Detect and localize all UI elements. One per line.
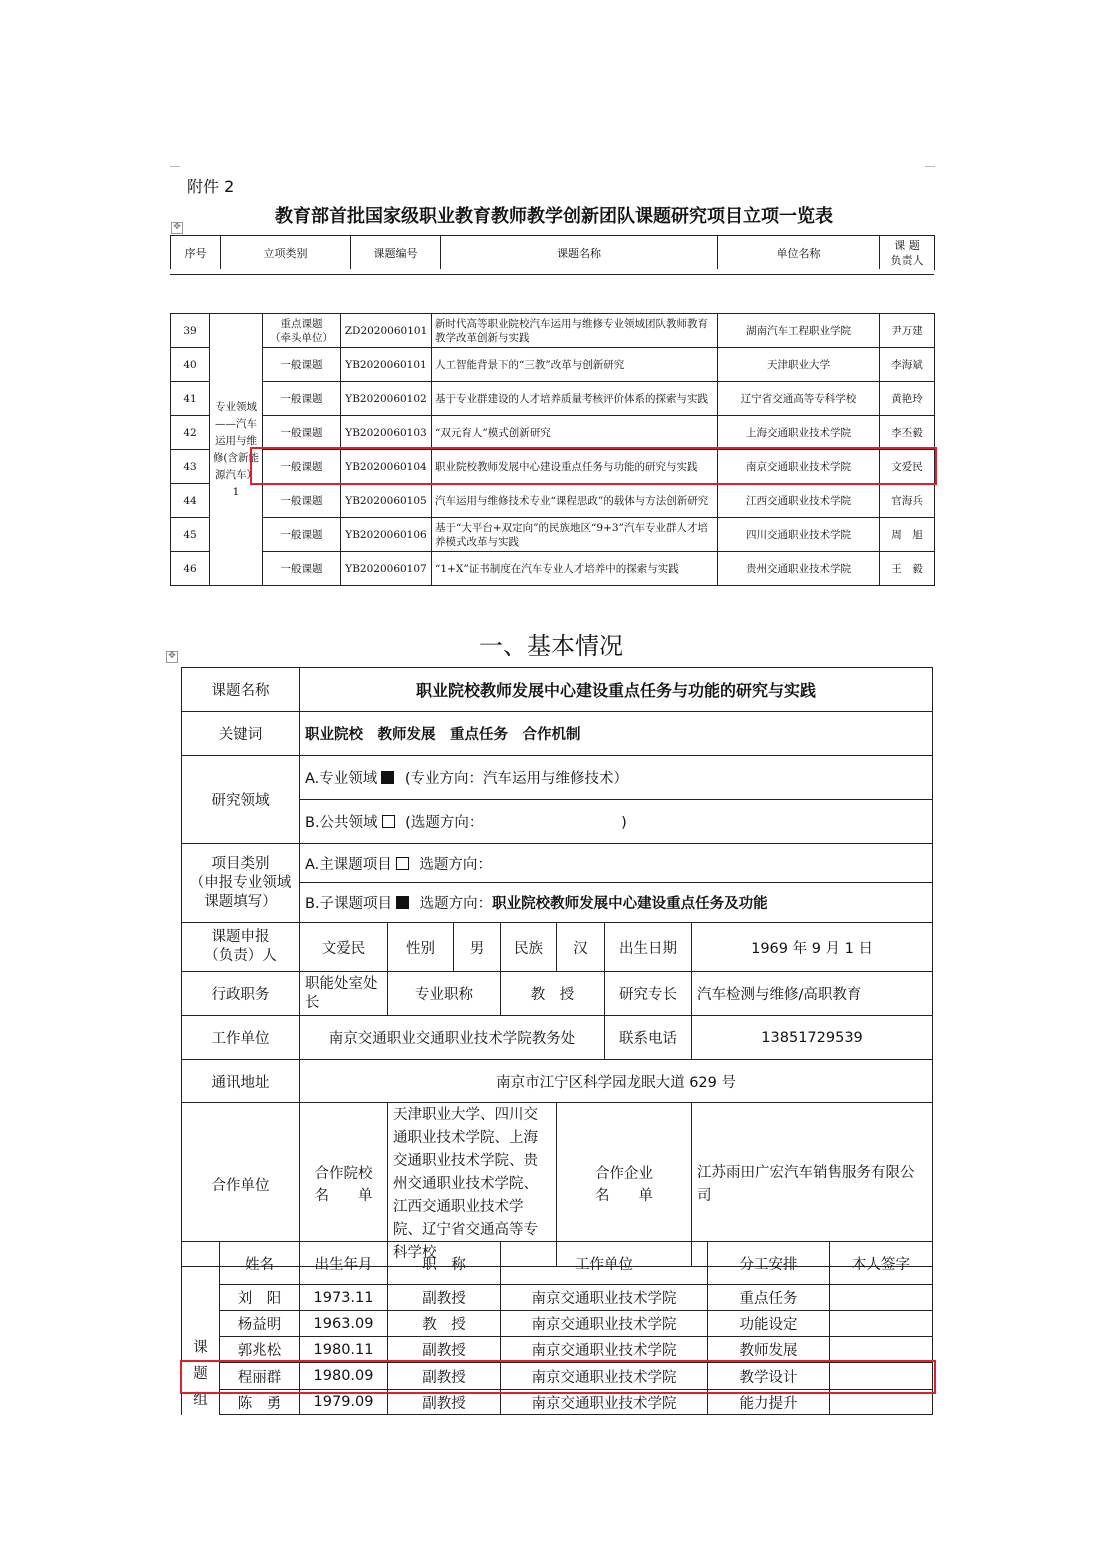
header-category: 立项类别 [221, 236, 351, 270]
checkbox-checked[interactable] [381, 771, 394, 784]
partner-company-value: 江苏雨田广宏汽车销售服务有限公司 [692, 1103, 933, 1267]
cropped-row-edge [170, 269, 934, 275]
table-row [171, 314, 935, 348]
row-code: YB2020060107 [341, 552, 432, 586]
admin-value: 职能处室处长 [300, 972, 388, 1016]
row-name: 基于“大平台+双定向”的民族地区“9+3”汽车专业群人才培养模式改革与实践 [432, 518, 718, 552]
header-no: 序号 [171, 236, 221, 270]
row-leader: 周 旭 [880, 518, 935, 552]
row-unit: 江西交通职业技术学院 [718, 484, 880, 518]
member-header-role: 分工安排 [708, 1242, 830, 1285]
row-no: 44 [171, 484, 210, 518]
row-leader: 黄艳玲 [880, 382, 935, 416]
address-label: 通讯地址 [182, 1060, 300, 1103]
row-no: 40 [171, 348, 210, 382]
row-category: 一般课题 [263, 416, 341, 450]
row-category: 一般课题 [263, 382, 341, 416]
list-title: 教育部首批国家级职业教育教师教学创新团队课题研究项目立项一览表 [275, 206, 833, 227]
member-name: 程丽群 [220, 1363, 300, 1390]
specialty-label: 研究专长 [605, 972, 692, 1016]
title-label: 专业职称 [388, 972, 501, 1016]
row-name: “双元育人”模式创新研究 [432, 416, 718, 450]
field-b-label: B.公共领域 [305, 815, 378, 831]
type-b-label: B.子课题项目 [305, 896, 393, 912]
keywords-label: 关键词 [182, 712, 300, 756]
header-code: 课题编号 [351, 236, 441, 270]
checkbox-checked[interactable] [396, 896, 409, 909]
row-name: 新时代高等职业院校汽车运用与维修专业领域团队教师教育教学改革创新与实践 [432, 314, 718, 348]
checkbox-unchecked[interactable] [382, 815, 395, 828]
row-category: 重点课题 （牵头单位） [263, 314, 341, 348]
member-name: 杨益明 [220, 1311, 300, 1337]
member-header-name: 姓名 [220, 1242, 300, 1285]
table-row [171, 416, 935, 450]
member-header-birth: 出生年月 [300, 1242, 388, 1285]
member-unit: 南京交通职业技术学院 [501, 1337, 708, 1363]
member-birth: 1973.11 [300, 1285, 388, 1311]
member-unit: 南京交通职业技术学院 [501, 1390, 708, 1415]
ethnic-value: 汉 [557, 923, 605, 972]
member-sign[interactable] [830, 1311, 933, 1337]
row-code: YB2020060103 [341, 416, 432, 450]
header-name: 课题名称 [441, 236, 718, 270]
member-birth: 1963.09 [300, 1311, 388, 1337]
highlight-box-project-43 [250, 447, 937, 485]
page-corner-mark [925, 166, 935, 167]
row-code: ZD2020060101 [341, 314, 432, 348]
gender-label: 性别 [388, 923, 454, 972]
row-category: 一般课题 [263, 348, 341, 382]
page-corner-mark [170, 166, 180, 167]
member-role: 教学设计 [708, 1363, 830, 1390]
row-name: 汽车运用与维修技术专业“课程思政”的载体与方法创新研究 [432, 484, 718, 518]
title-value: 教 授 [501, 972, 605, 1016]
row-no: 45 [171, 518, 210, 552]
table-row [182, 1337, 933, 1363]
section-title: 一、基本情况 [479, 632, 623, 660]
row-unit: 四川交通职业技术学院 [718, 518, 880, 552]
member-unit: 南京交通职业技术学院 [501, 1285, 708, 1311]
row-leader: 李海斌 [880, 348, 935, 382]
member-sign[interactable] [830, 1285, 933, 1311]
row-category: 一般课题 [263, 450, 341, 484]
row-unit: 辽宁省交通高等专科学校 [718, 382, 880, 416]
birth-label: 出生日期 [605, 923, 692, 972]
table-row [182, 1285, 933, 1311]
table-row [182, 1311, 933, 1337]
member-name: 陈 勇 [220, 1390, 300, 1415]
phone-value: 13851729539 [692, 1016, 933, 1060]
type-option-b [300, 883, 933, 923]
row-name: 职业院校教师发展中心建设重点任务与功能的研究与实践 [432, 450, 718, 484]
member-title: 副教授 [388, 1390, 501, 1415]
field-b-direction: (选题方向： ) [405, 815, 627, 831]
row-name: 人工智能背景下的“三教”改革与创新研究 [432, 348, 718, 382]
row-code: YB2020060106 [341, 518, 432, 552]
row-no: 41 [171, 382, 210, 416]
member-birth: 1980.09 [300, 1363, 388, 1390]
type-b-direction-label: 选题方向： [419, 896, 493, 912]
field-group-cell: 专业领域——汽车运用与维修(含新能源汽车）1 [210, 314, 263, 586]
project-list-header [170, 235, 935, 270]
row-leader: 尹万建 [880, 314, 935, 348]
row-unit: 上海交通职业技术学院 [718, 416, 880, 450]
table-move-handle-icon[interactable]: ✥ [166, 651, 178, 663]
row-leader: 李丕毅 [880, 416, 935, 450]
field-a-direction: (专业方向：汽车运用与维修技术） [404, 771, 629, 787]
header-leader: 课 题 负责人 [880, 236, 935, 270]
row-code: YB2020060102 [341, 382, 432, 416]
row-name: 基于专业群建设的人才培养质量考核评价体系的探索与实践 [432, 382, 718, 416]
row-code: YB2020060101 [341, 348, 432, 382]
member-sign[interactable] [830, 1337, 933, 1363]
checkbox-unchecked[interactable] [396, 857, 409, 870]
table-row [171, 484, 935, 518]
type-b-direction-value: 职业院校教师发展中心建设重点任务及功能 [492, 896, 768, 912]
member-header-title: 职 称 [388, 1242, 501, 1285]
type-a-label: A.主课题项目 [305, 856, 392, 873]
table-row [171, 382, 935, 416]
member-title: 副教授 [388, 1363, 501, 1390]
type-a-direction: 选题方向： [419, 856, 492, 873]
field-a-label: A.专业领域 [305, 771, 378, 787]
partner-label: 合作单位 [182, 1103, 300, 1267]
member-header-sign: 本人签字 [830, 1242, 933, 1285]
applicant-name: 文爱民 [300, 923, 388, 972]
row-unit: 天津职业大学 [718, 348, 880, 382]
member-title: 副教授 [388, 1337, 501, 1363]
partner-school-value: 天津职业大学、四川交通职业技术学院、上海交通职业技术学院、贵州交通职业技术学院、江西交通职业技术学院、辽宁省交通高等专科学校 [388, 1103, 557, 1267]
header-unit: 单位名称 [718, 236, 880, 270]
member-birth: 1979.09 [300, 1390, 388, 1415]
member-unit: 南京交通职业技术学院 [501, 1363, 708, 1390]
ethnic-label: 民族 [501, 923, 557, 972]
team-side-label: 课题组 [193, 1339, 208, 1408]
member-role: 能力提升 [708, 1390, 830, 1415]
table-row [171, 552, 935, 586]
row-leader: 官海兵 [880, 484, 935, 518]
admin-label: 行政职务 [182, 972, 300, 1016]
row-no: 42 [171, 416, 210, 450]
row-no: 43 [171, 450, 210, 484]
member-name: 郭兆松 [220, 1337, 300, 1363]
field-label: 研究领域 [182, 756, 300, 844]
row-no: 39 [171, 314, 210, 348]
partner-company-label: 合作企业 名 单 [557, 1103, 692, 1267]
member-name: 刘 阳 [220, 1285, 300, 1311]
member-title: 副教授 [388, 1285, 501, 1311]
row-no: 46 [171, 552, 210, 586]
row-code: YB2020060104 [341, 450, 432, 484]
attachment-label: 附件 2 [187, 177, 235, 196]
keywords-value: 职业院校 教师发展 重点任务 合作机制 [300, 712, 933, 756]
member-unit: 南京交通职业技术学院 [501, 1311, 708, 1337]
phone-label: 联系电话 [605, 1016, 692, 1060]
work-value: 南京交通职业交通职业技术学院教务处 [300, 1016, 605, 1060]
row-unit: 湖南汽车工程职业学院 [718, 314, 880, 348]
work-label: 工作单位 [182, 1016, 300, 1060]
row-unit: 南京交通职业技术学院 [718, 450, 880, 484]
field-option-b [300, 800, 933, 844]
highlight-box-member [180, 1360, 936, 1394]
member-role: 教师发展 [708, 1337, 830, 1363]
table-move-handle-icon[interactable]: ✥ [171, 222, 183, 234]
row-category: 一般课题 [263, 518, 341, 552]
topic-value: 职业院校教师发展中心建设重点任务与功能的研究与实践 [300, 668, 933, 712]
applicant-label: 课题申报 （负责）人 [182, 923, 300, 972]
row-leader: 王 毅 [880, 552, 935, 586]
row-unit: 贵州交通职业技术学院 [718, 552, 880, 586]
type-option-a [300, 844, 933, 883]
partner-school-label: 合作院校 名 单 [300, 1103, 388, 1267]
member-header-row [182, 1242, 933, 1285]
type-label: 项目类别 （申报专业领域课题填写） [182, 844, 300, 923]
row-category: 一般课题 [263, 484, 341, 518]
topic-label: 课题名称 [182, 668, 300, 712]
member-header-unit: 工作单位 [501, 1242, 708, 1285]
member-role: 功能设定 [708, 1311, 830, 1337]
row-leader: 文爱民 [880, 450, 935, 484]
address-value: 南京市江宁区科学园龙眠大道 629 号 [300, 1060, 933, 1103]
specialty-value: 汽车检测与维修/高职教育 [692, 972, 933, 1016]
birth-value: 1969 年 9 月 1 日 [692, 923, 933, 972]
row-code: YB2020060105 [341, 484, 432, 518]
row-name: “1+X”证书制度在汽车专业人才培养中的探索与实践 [432, 552, 718, 586]
basic-info-table [181, 667, 933, 1267]
member-birth: 1980.11 [300, 1337, 388, 1363]
member-role: 重点任务 [708, 1285, 830, 1311]
field-option-a [300, 756, 933, 800]
row-category: 一般课题 [263, 552, 341, 586]
member-title: 教 授 [388, 1311, 501, 1337]
table-row [171, 518, 935, 552]
gender-value: 男 [454, 923, 501, 972]
table-row [171, 348, 935, 382]
